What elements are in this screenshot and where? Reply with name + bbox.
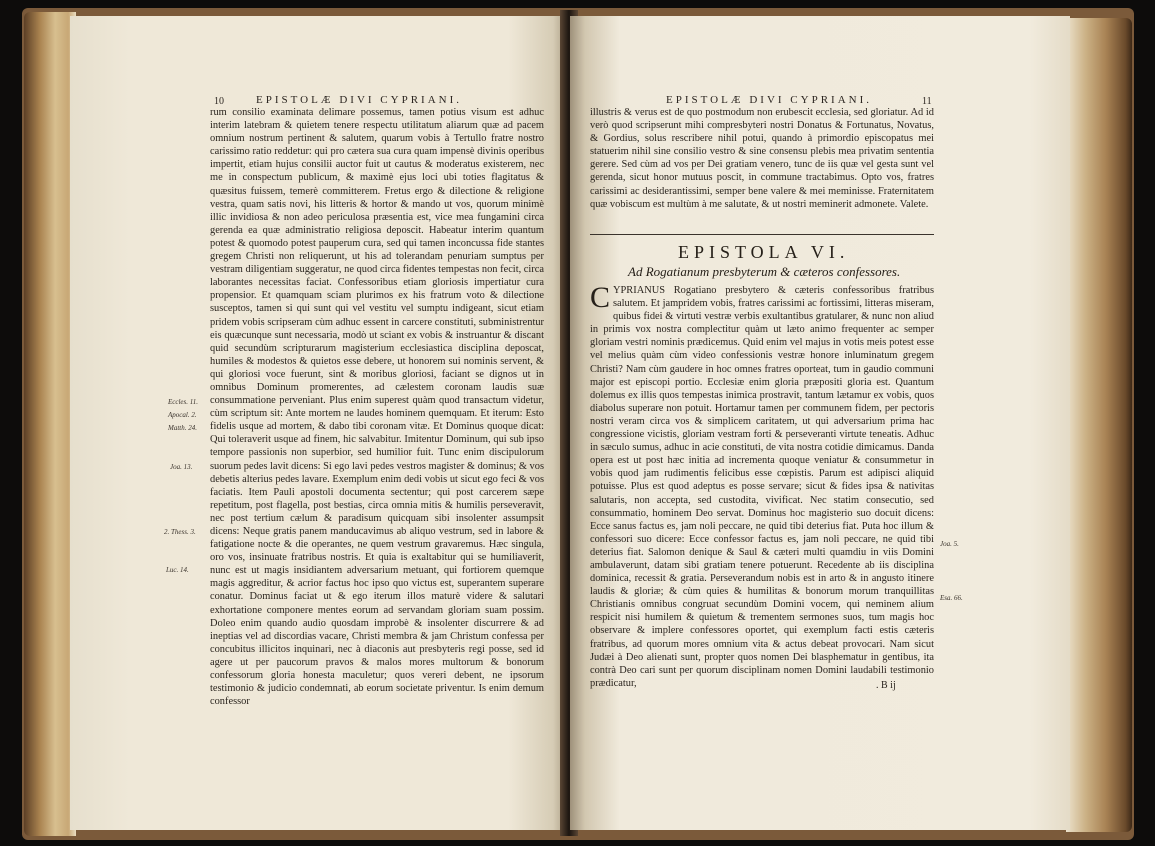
margin-note: 2. Thess. 3.: [164, 528, 196, 536]
left-page: [70, 16, 568, 830]
right-page: [570, 16, 1070, 830]
margin-note: Joa. 5.: [940, 540, 959, 548]
margin-note: Luc. 14.: [166, 566, 189, 574]
drop-cap: C: [590, 281, 611, 314]
page-edges-left: [24, 12, 76, 836]
section-rule: [590, 234, 934, 235]
margin-note: Matth. 24.: [168, 424, 197, 432]
page-number: 11: [922, 96, 932, 107]
body-text: [210, 106, 544, 810]
running-header: EPISTOLÆ DIVI CYPRIANI.: [256, 94, 462, 106]
running-header: EPISTOLÆ DIVI CYPRIANI.: [666, 94, 872, 106]
paragraph: illustris & verus est de quo postmodum non erubescit ecclesia, sed gloriatur. Ad id verò quod scripserunt mihi compresbyteri nostri Donatus & Fortunatus, Novatus, & Gordius, solus rescribere nihil potui, quando à primordio episcopatus mei statuerim nihil sine consilio vestro & sine consensu plebis mea privatim sententia gerere. Sed cùm ad vos per Dei gratiam venero, tunc de iis quæ vel gesta sunt vel gerenda, sicut honor mutuus poscit, in commune tractabimus. Opto vos, fratres carissimi ac desiderantissimi, semper bene valere & mei meminisse. Fraternitatem quæ vobiscum est multùm à me salutate, & ut nostri meminerit admonete. Valete.: [590, 107, 934, 210]
signature-mark: . B ij: [876, 680, 896, 691]
page-edges-right: [1066, 18, 1132, 832]
closing-text: [590, 106, 934, 240]
margin-note: Eccles. 11.: [168, 398, 198, 406]
margin-note: Joa. 13.: [170, 463, 193, 471]
epistle-subtitle: Ad Rogatianum presbyterum & cæteros confessores.: [628, 264, 901, 279]
page-number: 10: [214, 96, 224, 107]
margin-note: Esa. 66.: [940, 594, 963, 602]
epistle-title: EPISTOLA VI.: [678, 242, 850, 262]
margin-note: Apocal. 2.: [168, 411, 197, 419]
paragraph: YPRIANUS Rogatiano presbytero & cæteris confessoribus fratribus salutem. Et jampridem vobis, fratres carissimi ac fortissimi, litteras miseram, quibus fidei & virtuti vestræ verbis exultantibus gratularer, & nunc non aliud in primis vox nostra complectitur quàm ut læto animo frequenter ac semper gloriam vestri nominis prædicemus. Quid enim vel majus in votis meis potest esse vel melius quàm cùm video confessionis vestræ honore inluminatum gregem Christi? Nam cùm gaudere in hoc omnes fratres oporteat, tum in gaudio communi major est episcopi portio. Ecclesiæ enim gloria præpositi gloria est. Quantum dolemus ex illis quos tempestas inimica prostravit, tantum lætamur ex vobis, quos diabolus superare non potuit. Hortamur tamen per communem fidem, per pectoris nostri veram circa vos & simplicem caritatem, ut qui adversarium prima hac congressione vicistis, gloriam vestram forti & perseveranti virtute teneatis. Adhuc in sæculo sumus, adhuc in acie constituti, de vita nostra cotidie dimicamus. Danda opera est ut post hæc initia ad incrementa quoque veniatur & consummetur in vobis quod jam rudimentis felicibus esse cœpistis. Parum est adipisci aliquid potuisse. Plus est quod adeptus es posse servare; sicut & fides ipsa & nativitas salutaris, non accepta, sed custodita, vivificat. Nec statim consecutio, sed consummatio, hominem Deo servat. Dominus hoc magisterio suo docuit dicens: Ecce sanus factus es, jam noli peccare, ne quid tibi deterius fiat. Puta hoc illum & confessori suo dicere: Ecce confessor factus es, jam noli peccare, ne quid tibi deterius fiat. Salomon denique & Saul & cæteri multi quamdiu in viis Domini ambulaverunt, datam sibi gratiam tenere potuerunt. Recedente ab iis disciplina dominica, recessit & gratia. Perseverandum nobis est in arto & in angusto itinere laudis & gloriæ; & cùm quies & humilitas & bonorum morum tranquillitas Christianis omnibus congruat secundùm Domini vocem, qui neminem alium respicit nisi humilem & quietum & trementem sermones suos, tum magis hoc observare & implere confessores oportet, qui exemplum facti estis cæteris fratribus, ad quorum mores omnium vita & actus debeat provocari. Nam sicut Judæi à Deo alienati sunt, propter quos nomen Dei blasphematur in gentibus, ita contrà Deo cari sunt per quorum disciplinam nomen Domini laudabili testimonio prædicatur,: [590, 285, 934, 689]
paragraph: rum consilio examinata delimare possemus, tamen potius visum est adhuc interim latebram & quietem tenere respectu utilitatum aliarum quæ ad pacem omnium nostrum pertinent & salutem, quarum vobis à Tertullo fratre nostro carissimo ratio reddetur: qui pro cætera sua cura quam impensè divinis operibus impertit, etiam hujus consilii auctor fuit ut cautus & moderatus existerem, nec me in conspectum publicum, & maximè ejus loci ubi toties flagitatus & quæsitus fuissem, temerè committerem. Fretus ergo & dilectione & religione vestra, quam satis novi, his litteris & hortor & mando ut vos, quorum minimè illic invidiosa & non adeo periculosa præsentia est, vice mea fungamini circa gerenda ea quæ administratio religiosa deposcit. Habeatur interim quantum potest & quomodo potest pauperum cura, sed qui tamen inconcussa fide stantes gregem Christi non reliquerunt, ut his ad tolerandam penuriam sumptus per vestram diligentiam suggeratur, ne quod circa fidentes tempestas non fecit, circa laborantes necessitas faciat. Confessoribus etiam gloriosis impertiatur cura propensior. Et quamquam sciam plurimos ex his fratrum voto & dilectione susceptos, tamen si qui sunt qui vel vestitu vel sumptu indigeant, sicut etiam pridem vobis scripseram cùm adhuc essent in carcere constituti, subministrentur eis quæcunque sunt necessaria, modò ut sciant ex vobis & instruantur & discant quid secundùm scripturarum magisterium ecclesiastica disciplina deposcat, humiles & modestos & quietos esse debere, ut honorem sui nominis servent, & qui gloriosi voce fuerunt, sint & moribus gloriosi, faciant se dignos ut in omnibus Dominum promerentes, ad cælestem coronam laudis suæ consummatione perveniant. Plus enim superest quàm quod transactum videtur, cùm scriptum sit: Ante mortem ne laudes hominem quemquam. Et iterum: Esto fidelis usque ad mortem, & dabo tibi coronam vitæ. Et Dominus quoque dicat: Qui toleraverit usque ad finem, hic salvabitur. Imitentur Dominum, qui sub ipso tempore passionis non superbior, sed humilior fuit. Tunc enim discipulorum suorum pedes lavit dicens: Si ego lavi pedes vestros magister & dominus; & vos debetis alterius pedes lavare. Exemplum enim dedi vobis ut sicut ego feci & vos faciatis. Item Pauli apostoli documenta sectentur; qui post carcerem sæpe repetitum, post flagella, post bestias, circa omnia mitis & humilis perseveravit, nec post tertium cælum & paradisum quicquam sibi insolenter assumpsit dicens: Neque gratis panem manducavimus ab aliquo vestrum, sed in labore & fatigatione nocte & die operantes, ne quem vestrum gravaremus. Hæc singula, oro vos, insinuate fratribus nostris. Et quia is exaltabitur qui se humiliaverit, nunc est ut magis insidiantem adversarium metuant, qui fortiorem quemque magis aggreditur, & acrior factus hoc ipso quo victus est, superantem superare conatur. Dominus faciat ut & ego iterum illos maturè videre & salutari exhortatione componere mentes eorum ad servandam gloriam suam possim. Doleo enim quando audio quosdam improbè & insolenter discurrere & ad ineptias vel ad discordias vacare, Christi membra & jam Christum confessa per concubitus illicitos inquinari, nec à diaconis aut presbyteris regi posse, sed id agere ut per paucorum pravos & malos mores multorum & bonorum confessorum gloria honesta maculetur; quos vereri debent, ne ipsorum testimonio & judicio condemnati, ab eorum societate priventur. Is enim demum confessor: [210, 107, 544, 708]
